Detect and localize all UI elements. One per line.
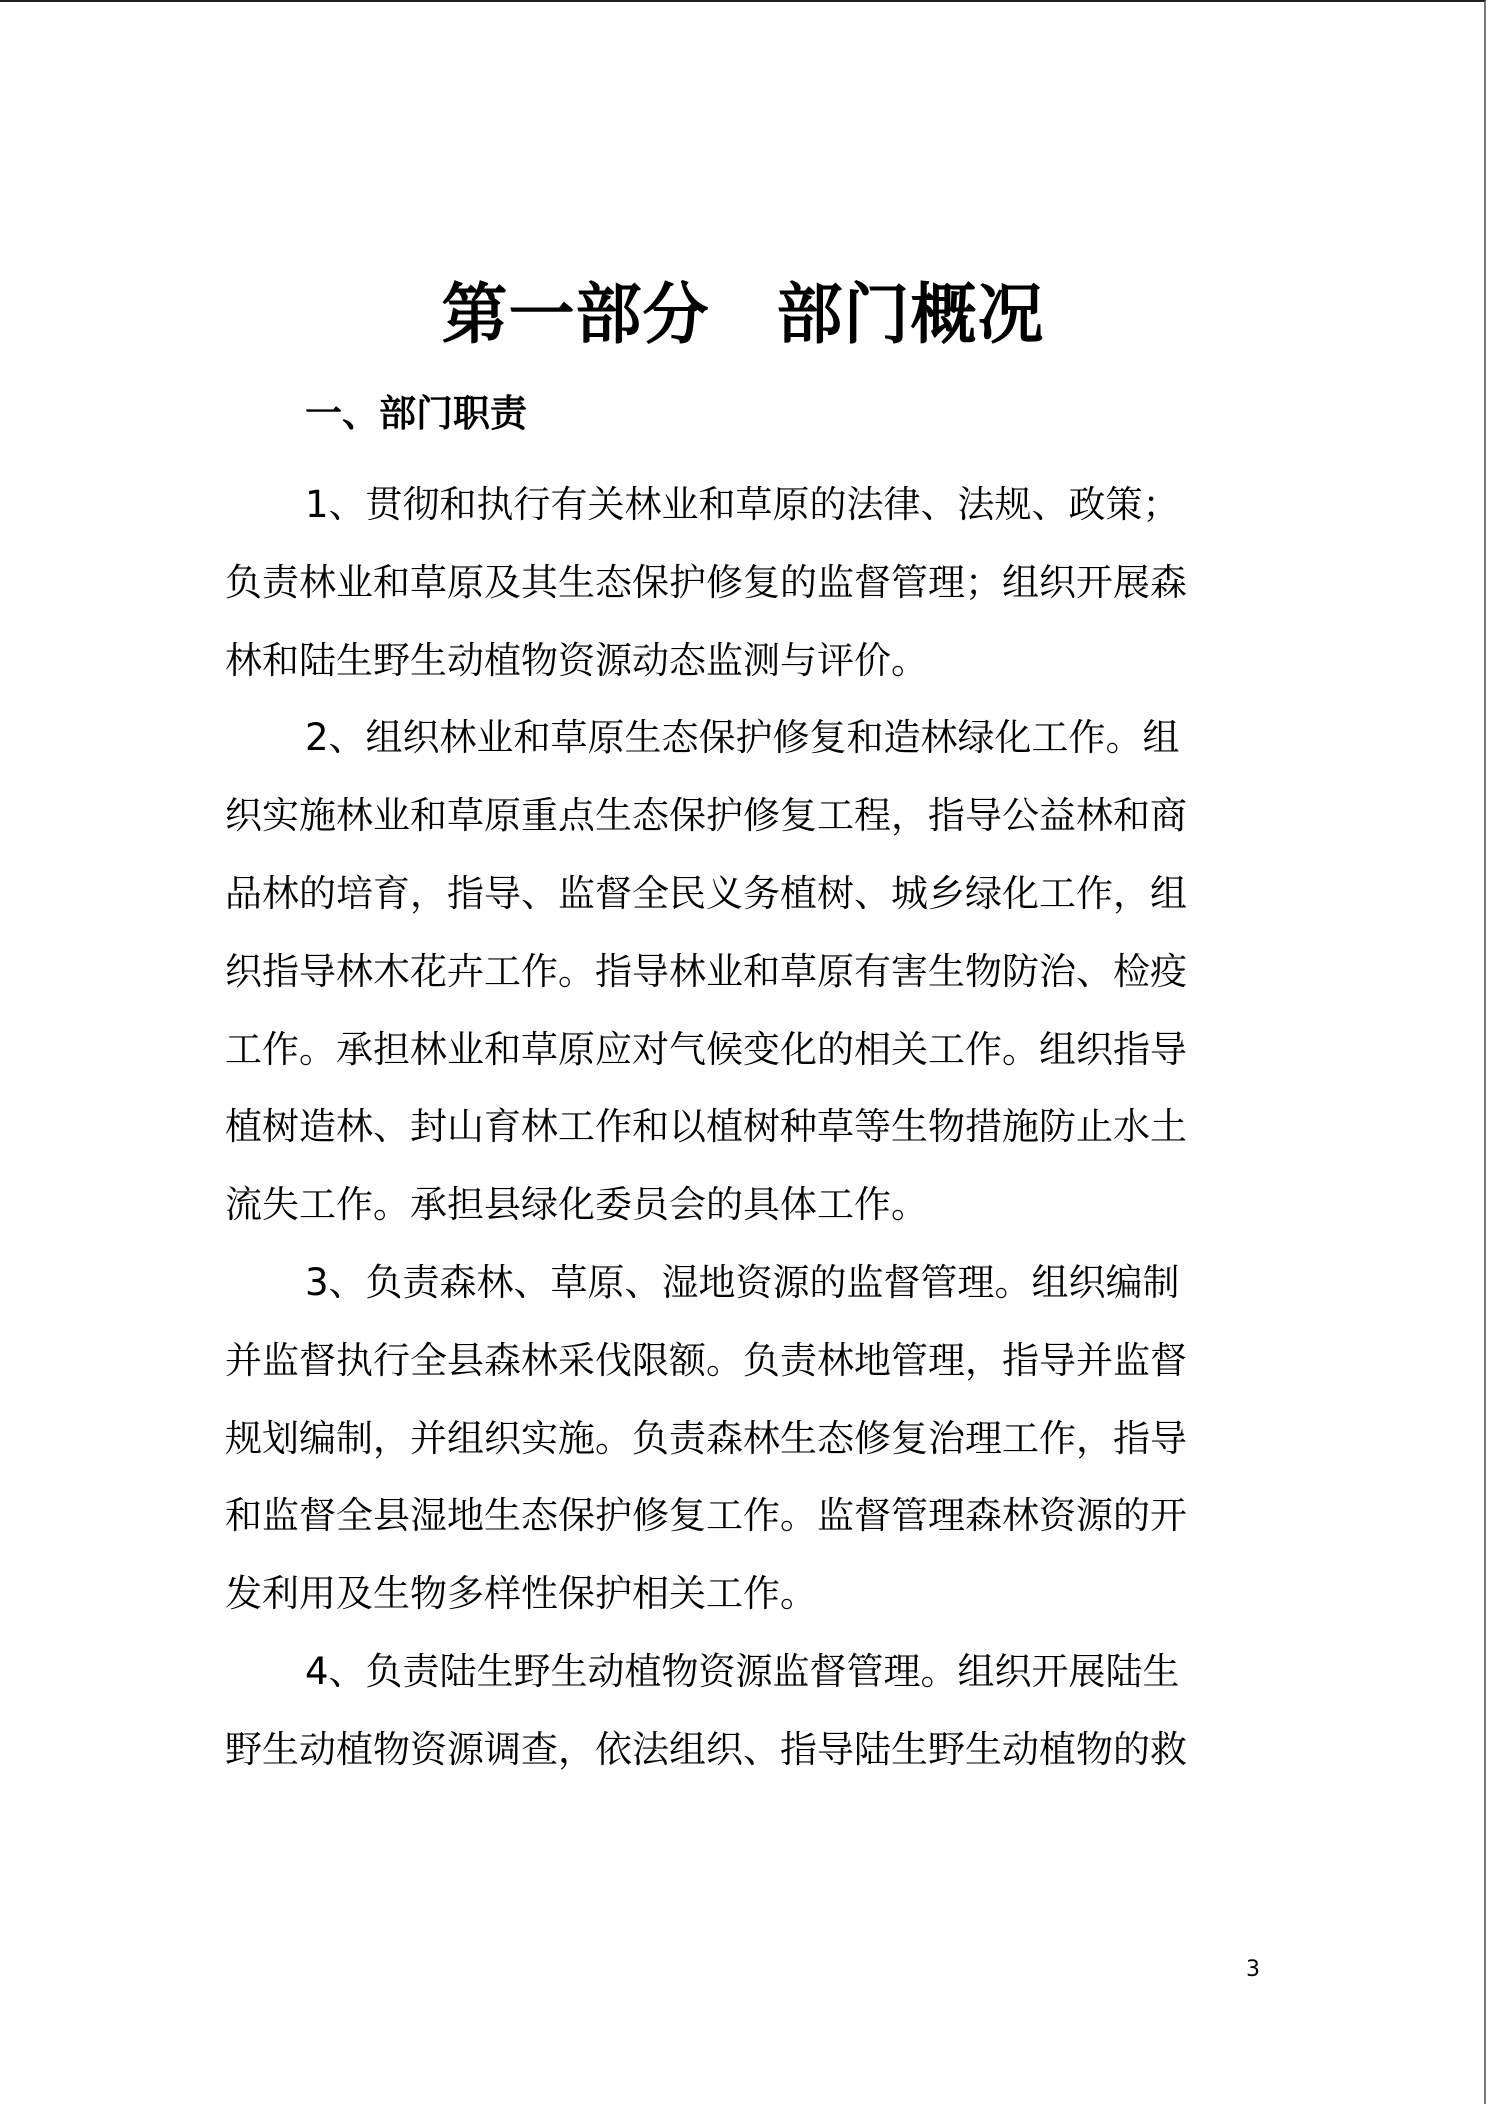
text-line: 和监督全县湿地生态保护修复工作。监督管理森林资源的开 [225,1494,1187,1538]
text-line: 4、负责陆生野生动植物资源监督管理。组织开展陆生 [305,1649,1180,1693]
text-line: 2、组织林业和草原生态保护修复和造林绿化工作。组 [305,716,1180,760]
paragraph-4 [225,1633,1265,1789]
text-line: 野生动植物资源调查，依法组织、指导陆生野生动植物的救 [225,1727,1187,1771]
text-line: 植树造林、封山育林工作和以植树种草等生物措施防止水土 [225,1105,1187,1149]
paragraph-3 [225,1244,1265,1633]
text-line: 并监督执行全县森林采伐限额。负责林地管理，指导并监督 [225,1338,1187,1382]
text-line: 流失工作。承担县绿化委员会的具体工作。 [225,1183,928,1227]
text-line: 工作。承担林业和草原应对气候变化的相关工作。组织指导 [225,1027,1187,1071]
text-line: 织指导林木花卉工作。指导林业和草原有害生物防治、检疫 [225,949,1187,993]
paragraph-1 [225,466,1265,699]
text-line: 规划编制，并组织实施。负责森林生态修复治理工作，指导 [225,1416,1187,1460]
text-line: 发利用及生物多样性保护相关工作。 [225,1572,817,1616]
section-heading: 一、部门职责 [305,392,527,435]
text-line: 负责林业和草原及其生态保护修复的监督管理；组织开展森 [225,560,1187,604]
text-line: 林和陆生野生动植物资源动态监测与评价。 [225,638,928,682]
text-line: 1、贯彻和执行有关林业和草原的法律、法规、政策； [305,483,1180,526]
text-line: 3、负责森林、草原、湿地资源的监督管理。组织编制 [305,1260,1180,1304]
text-line: 织实施林业和草原重点生态保护修复工程，指导公益林和商 [225,794,1187,838]
page-number: 3 [1246,1957,1260,1982]
page-title: 第一部分 部门概况 [441,275,1045,353]
document-body [225,466,1265,1789]
text-line: 品林的培育，指导、监督全民义务植树、城乡绿化工作，组 [225,871,1187,915]
paragraph-2 [225,699,1265,1244]
